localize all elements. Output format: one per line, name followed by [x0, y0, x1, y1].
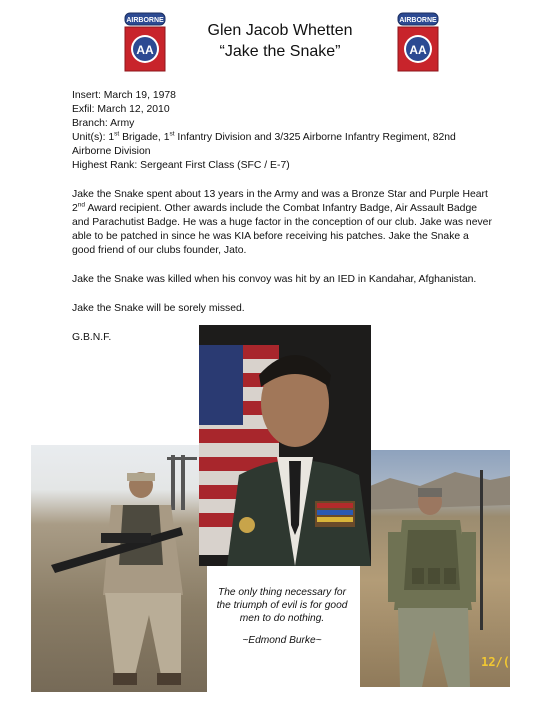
- patch-airborne-text: AIRBORNE: [399, 17, 437, 24]
- photo-soldier-with-vest: [360, 450, 510, 687]
- insert-date: Insert: March 19, 1978: [72, 90, 176, 101]
- photo-date-stamp: 12/(: [481, 655, 510, 669]
- quote-text: The only thing necessary for the triumph of evil is for good men to do nothing.: [216, 587, 348, 624]
- quote-author: ~Edmond Burke~: [242, 635, 322, 646]
- memorial-nickname: “Jake the Snake”: [219, 43, 341, 60]
- kia-paragraph: Jake the Snake was killed when his convoy was hit by an IED in Kandahar, Afghanistan.: [72, 274, 477, 285]
- memorial-name: Glen Jacob Whetten: [207, 22, 353, 39]
- photo-portrait-with-flag: [199, 325, 371, 566]
- photo-soldier-with-rifle: [31, 445, 207, 692]
- airborne-patch-right-icon: [397, 12, 439, 72]
- patch-aa-text: AA: [409, 43, 427, 57]
- branch: Branch: Army: [72, 118, 135, 129]
- patch-airborne-text: AIRBORNE: [126, 17, 164, 24]
- patch-aa-text: AA: [136, 43, 154, 57]
- units: Unit(s): 1st Brigade, 1st Infantry Division and 3/325 Airborne Infantry Regiment, 82nd Airborne Division: [72, 130, 456, 157]
- quote-block: [214, 586, 350, 647]
- airborne-patch-left-icon: [124, 12, 166, 72]
- memorial-details: [72, 89, 492, 345]
- gbnf-text: G.B.N.F.: [72, 332, 112, 343]
- highest-rank: Highest Rank: Sergeant First Class (SFC / E-7): [72, 160, 290, 171]
- missed-paragraph: Jake the Snake will be sorely missed.: [72, 303, 245, 314]
- page-title: [170, 20, 390, 62]
- bio-paragraph: Jake the Snake spent about 13 years in the Army and was a Bronze Star and Purple Heart 2nd Award recipient. Other awards include the Combat Infantry Badge, Air Assault Badge and Parachutist Badge. He was a huge factor in the conception of our club. Jake was never able to be patched in since he was KIA before receiving his patches. Jake the Snake a good friend of our clubs founder, Jato.: [72, 189, 492, 256]
- exfil-date: Exfil: March 12, 2010: [72, 104, 170, 115]
